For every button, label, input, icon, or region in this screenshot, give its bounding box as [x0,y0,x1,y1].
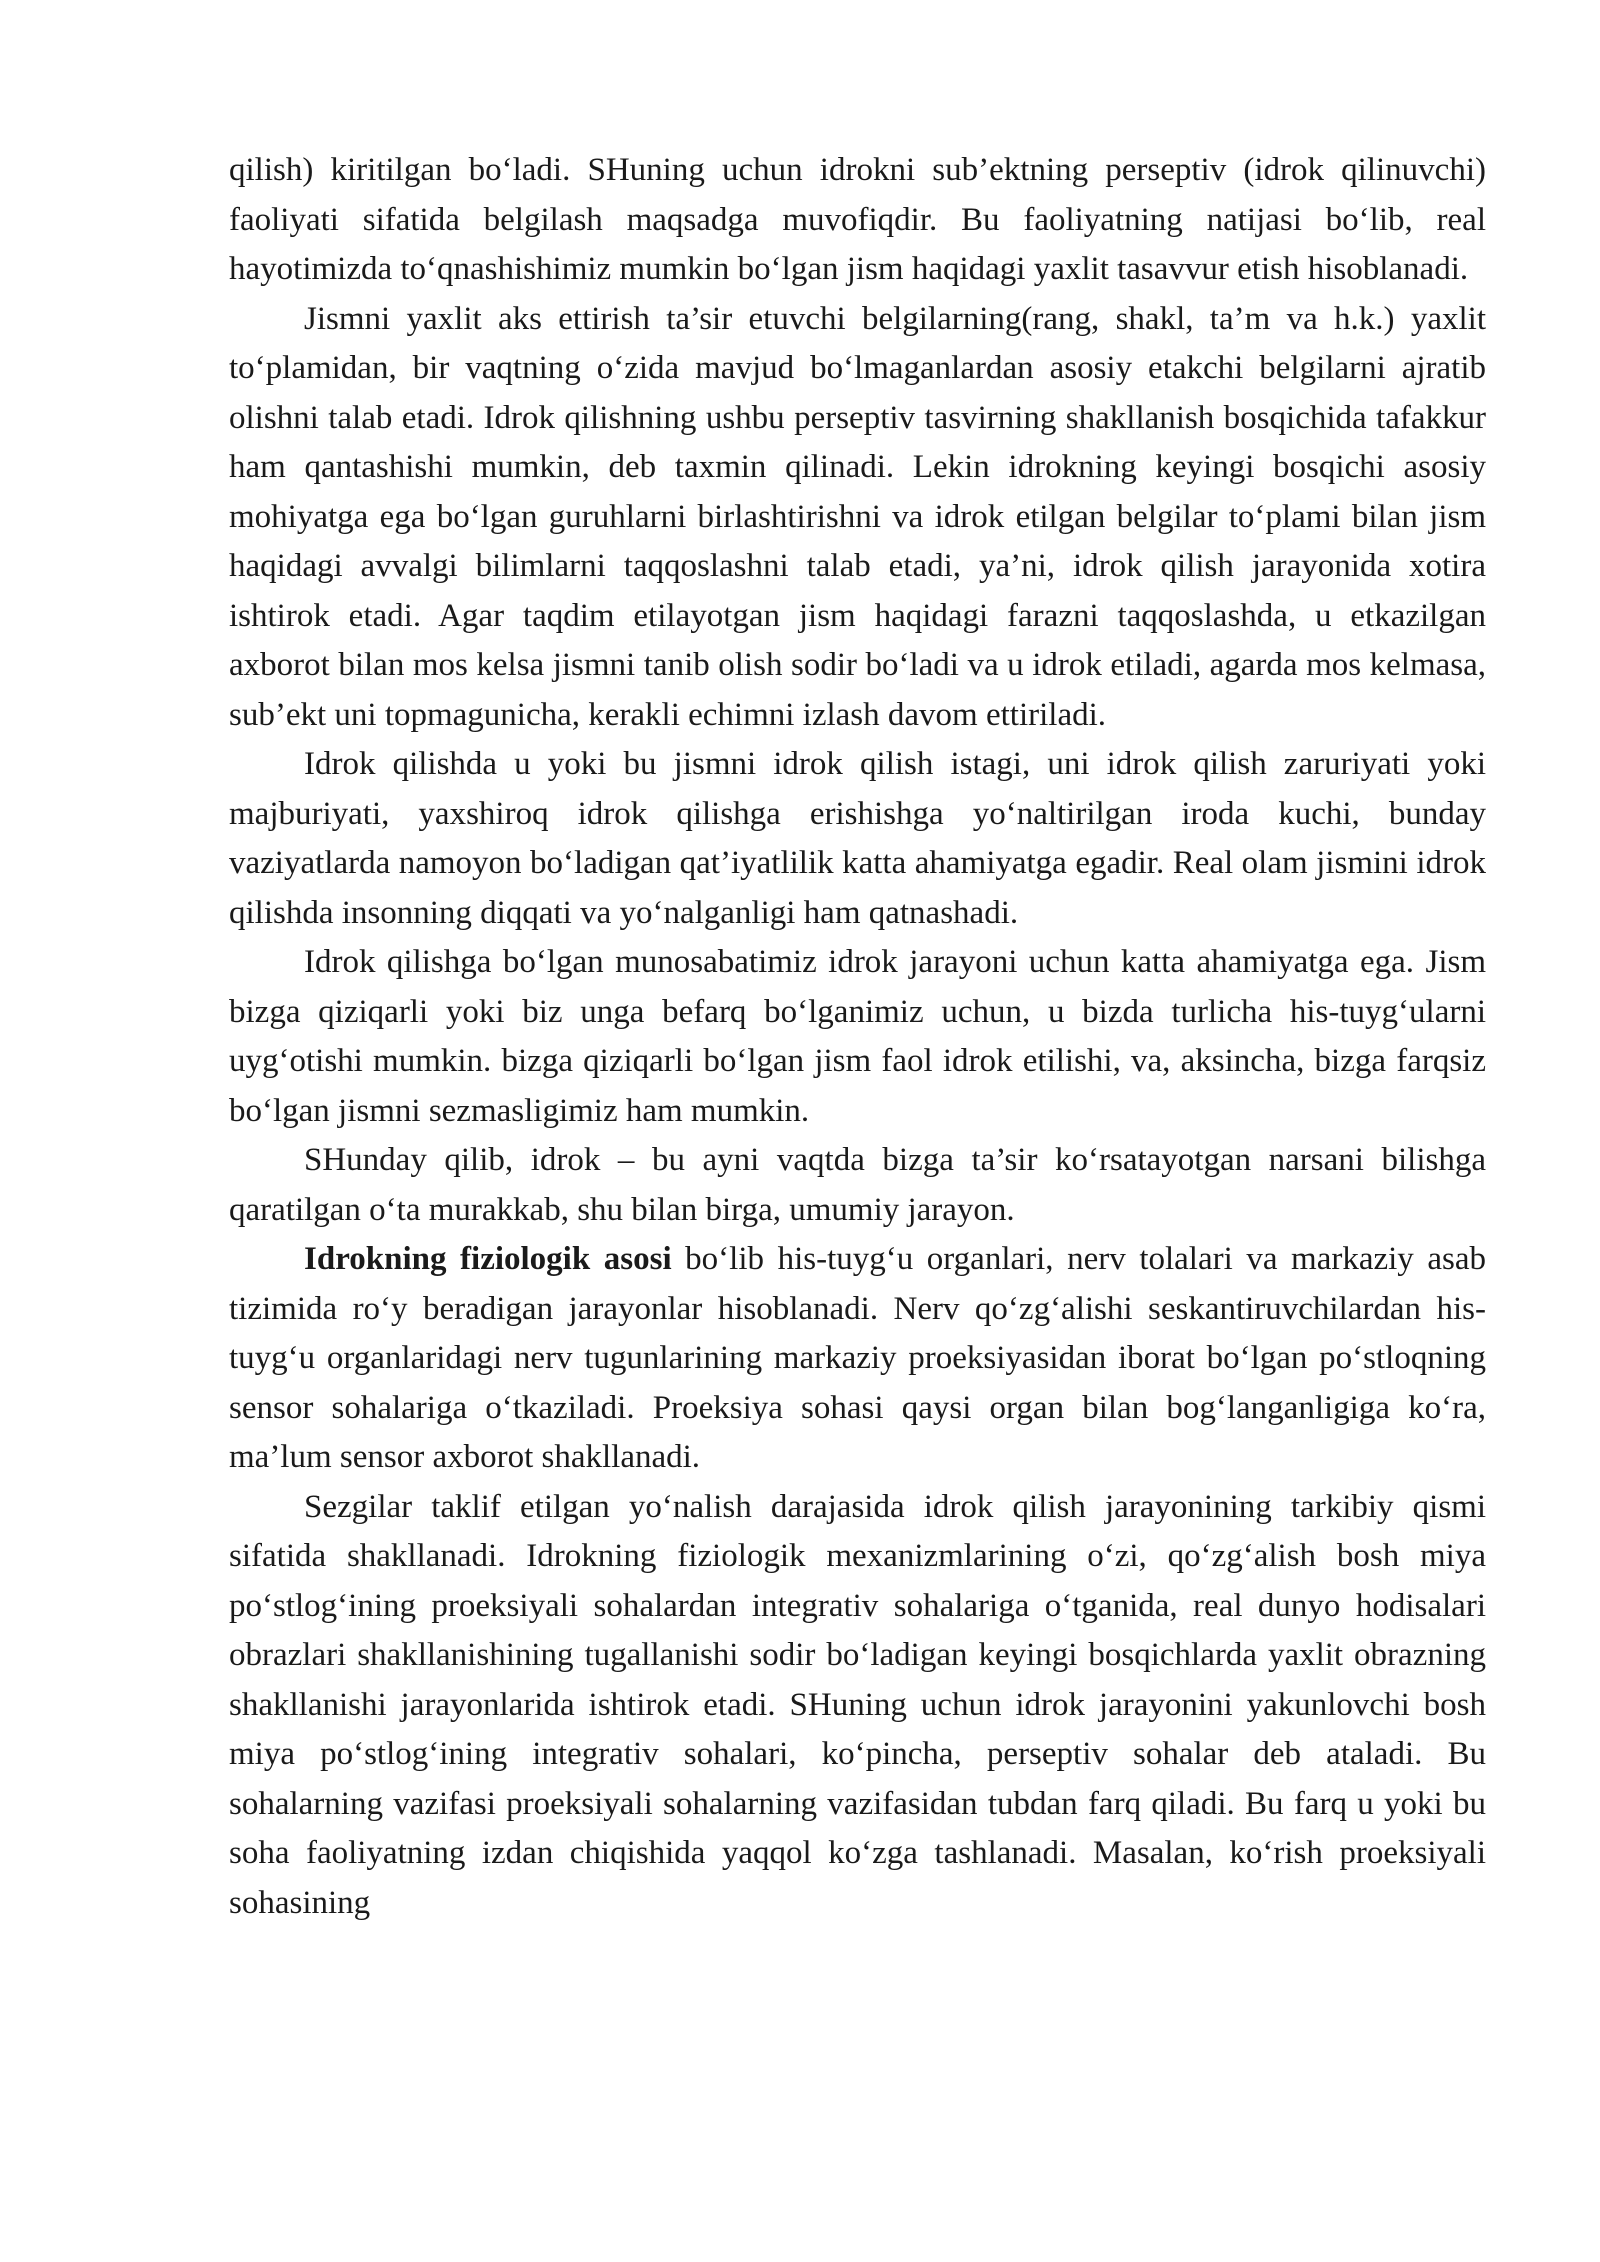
paragraph-3-text: Idrok qilishda u yoki bu jismni idrok qilish istagi, uni idrok qilish zaruriyati yoki majburiyati, yaxshiroq idrok qilishga erishishga yo‘naltirilgan iroda kuchi, bunday vaziyatlarda namoyon bo‘ladigan qat’iyatlilik katta ahamiyatga egadir. Real olam jismini idrok qilishda insonning diqqati va yo‘nalganligi ham qatnashadi. [229,746,1486,931]
paragraph-7 [229,1483,1486,1929]
paragraph-2 [229,295,1486,741]
paragraph-6-bold-term: Idrokning fiziologik asosi [304,1241,672,1277]
paragraph-2-text: Jismni yaxlit aks ettirish ta’sir etuvchi belgilarning(rang, shakl, ta’m va h.k.) yaxlit to‘plamidan, bir vaqtning o‘zida mavjud bo‘lmaganlardan asosiy etakchi belgilarni ajratib olishni talab etadi. Idrok qilishning ushbu perseptiv tasvirning shakllanish bosqichida tafakkur ham qantashishi mumkin, deb taxmin qilinadi. Lekin idrokning keyingi bosqichi asosiy mohiyatga ega bo‘lgan guruhlarni birlashtirishni va idrok etilgan belgilar to‘plami bilan jism haqidagi avvalgi bilimlarni taqqoslashni talab etadi, ya’ni, idrok qilish jarayonida xotira ishtirok etadi. Agar taqdim etilayotgan jism haqidagi farazni taqqoslashda, u etkazilgan axborot bilan mos kelsa jismni tanib olish sodir bo‘ladi va u idrok etiladi, agarda mos kelmasa, sub’ekt uni topmagunicha, kerakli echimni izlash davom ettiriladi. [229,300,1486,733]
paragraph-3 [229,740,1486,938]
paragraph-1 [229,146,1486,295]
paragraph-4-text: Idrok qilishga bo‘lgan munosabatimiz idrok jarayoni uchun katta ahamiyatga ega. Jism bizga qiziqarli yoki biz unga befarq bo‘lganimiz uchun, u bizda turlicha his-tuyg‘ularni uyg‘otishi mumkin. bizga qiziqarli bo‘lgan jism faol idrok etilishi, va, aksincha, bizga farqsiz bo‘lgan jismni sezmasligimiz ham mumkin. [229,944,1486,1129]
paragraph-5 [229,1136,1486,1235]
paragraph-6-text: bo‘lib his-tuyg‘u organlari, nerv tolalari va markaziy asab tizimida ro‘y beradigan jarayonlar hisoblanadi. Nerv qo‘zg‘alishi seskantiruvchilardan his-tuyg‘u organlaridagi nerv tugunlarining markaziy proeksiyasidan iborat bo‘lgan po‘stloqning sensor sohalariga o‘tkaziladi. Proeksiya sohasi qaysi organ bilan bog‘langanligiga ko‘ra, ma’lum sensor axborot shakllanadi. [229,1241,1487,1475]
paragraph-1-text: qilish) kiritilgan bo‘ladi. SHuning uchun idrokni sub’ektning perseptiv (idrok qilinuvchi) faoliyati sifatida belgilash maqsadga muvofiqdir. Bu faoliyatning natijasi bo‘lib, real hayotimizda to‘qnashishimiz mumkin bo‘lgan jism haqidagi yaxlit tasavvur etish hisoblanadi. [229,152,1486,287]
paragraph-5-text: SHunday qilib, idrok – bu ayni vaqtda bizga ta’sir ko‘rsatayotgan narsani bilishga qaratilgan o‘ta murakkab, shu bilan birga, umumiy jarayon. [229,1142,1486,1228]
paragraph-6 [229,1235,1486,1483]
paragraph-4 [229,938,1486,1136]
paragraph-7-text: Sezgilar taklif etilgan yo‘nalish darajasida idrok qilish jarayonining tarkibiy qismi sifatida shakllanadi. Idrokning fiziologik mexanizmlarining o‘zi, qo‘zg‘alish bosh miya po‘stlog‘ining proeksiyali sohalardan integrativ sohalariga o‘tganida, real dunyo hodisalari obrazlari shakllanishining tugallanishi sodir bo‘ladigan keyingi bosqichlarda yaxlit obrazning shakllanishi jarayonlarida ishtirok etadi. SHuning uchun idrok jarayonini yakunlovchi bosh miya po‘stlog‘ining integrativ sohalari, ko‘pincha, perseptiv sohalar deb ataladi. Bu sohalarning vazifasi proeksiyali sohalarning vazifasidan tubdan farq qiladi. Bu farq u yoki bu soha faoliyatning izdan chiqishida yaqqol ko‘zga tashlanadi. Masalan, ko‘rish proeksiyali sohasining [229,1488,1486,1921]
document-page [229,146,1486,1928]
